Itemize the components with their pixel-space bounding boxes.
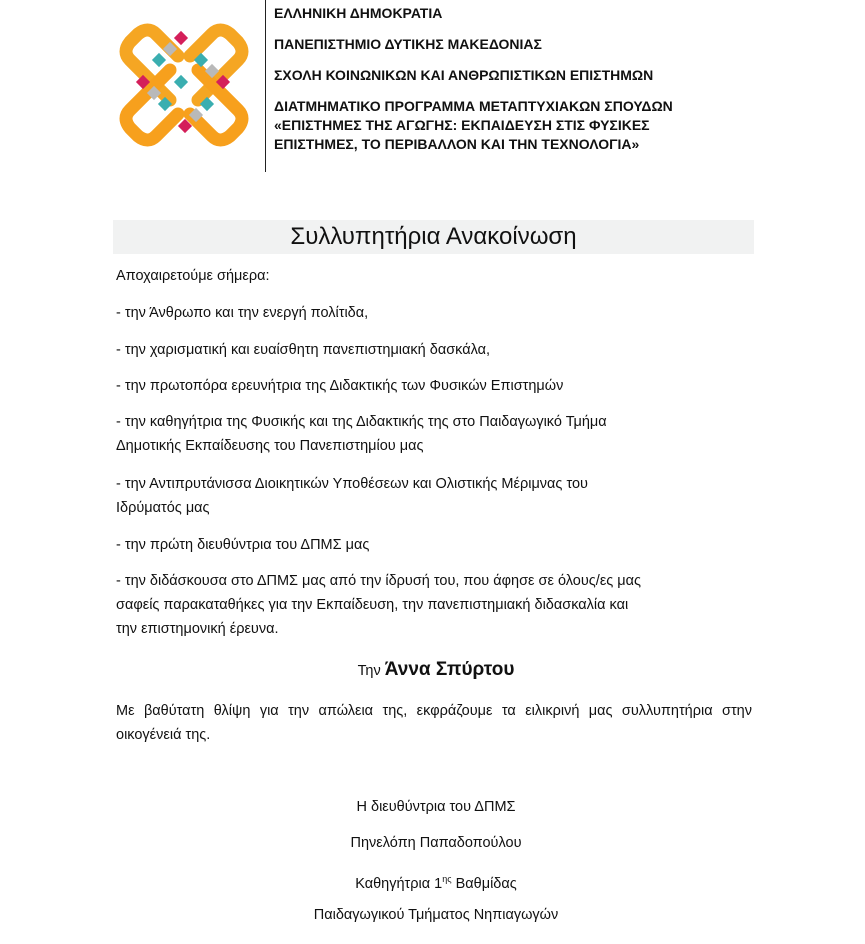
list-item-continued: σαφείς παρακαταθήκες για την Εκπαίδευση, την πανεπιστημιακή διδασκαλία και xyxy=(116,597,629,613)
signature-person: Πηνελόπη Παπαδοπούλου xyxy=(350,835,522,851)
header-line-university: ΠΑΝΕΠΙΣΤΗΜΙΟ ΔΥΤΙΚΗΣ ΜΑΚΕΔΟΝΙΑΣ xyxy=(274,36,542,52)
rank-suffix: Βαθμίδας xyxy=(451,876,517,892)
rank-superscript: ης xyxy=(442,874,452,884)
list-item: - την Άνθρωπο και την ενεργή πολίτιδα, xyxy=(116,305,369,321)
header-line-program-title-1: «ΕΠΙΣΤΗΜΕΣ ΤΗΣ ΑΓΩΓΗΣ: ΕΚΠΑΙΔΕΥΣΗ ΣΤΙΣ ΦΥΣΙΚΕΣ xyxy=(274,117,650,133)
condolence-text: Με βαθύτατη θλίψη για την απώλεια της, εκφράζουμε τα ειλικρινή μας συλλυπητήρια στην οικογένειά της. xyxy=(116,703,752,743)
list-item-continued: Ιδρύματός μας xyxy=(116,500,210,516)
signature-role: Η διευθύντρια του ΔΠΜΣ xyxy=(356,799,516,815)
list-item: - την πρωτοπόρα ερευνήτρια της Διδακτικής των Φυσικών Επιστημών xyxy=(116,378,564,394)
list-item: - την πρώτη διευθύντρια του ΔΠΜΣ μας xyxy=(116,537,370,553)
deceased-name xyxy=(116,656,756,685)
list-item-continued: Δημοτικής Εκπαίδευσης του Πανεπιστημίου μας xyxy=(116,438,424,454)
header-line-program: ΔΙΑΤΜΗΜΑΤΙΚΟ ΠΡΟΓΡΑΜΜΑ ΜΕΤΑΠΤΥΧΙΑΚΩΝ ΣΠΟΥΔΩΝ xyxy=(274,98,673,114)
name-full: Άννα Σπύρτου xyxy=(384,659,515,680)
list-item: - την χαρισματική και ευαίσθητη πανεπιστημιακή δασκάλα, xyxy=(116,342,491,358)
page-title: Συλλυπητήρια Ανακοίνωση xyxy=(113,220,754,254)
institution-header xyxy=(274,4,754,154)
name-prefix: Την xyxy=(357,663,381,679)
header-line-school: ΣΧΟΛΗ ΚΟΙΝΩΝΙΚΩΝ ΚΑΙ ΑΝΘΡΩΠΙΣΤΙΚΩΝ ΕΠΙΣΤΗΜΩΝ xyxy=(274,67,654,83)
header-line-republic: ΕΛΛΗΝΙΚΗ ΔΗΜΟΚΡΑΤΙΑ xyxy=(274,5,443,21)
signature-department: Παιδαγωγικού Τμήματος Νηπιαγωγών xyxy=(313,907,559,923)
intro-text: Αποχαιρετούμε σήμερα: xyxy=(116,268,270,284)
list-item: - την διδάσκουσα στο ΔΠΜΣ μας από την ίδρυσή του, που άφησε σε όλους/ες μας xyxy=(116,573,642,589)
university-logo xyxy=(118,22,250,148)
list-item: - την καθηγήτρια της Φυσικής και της Διδακτικής της στο Παιδαγωγικό Τμήμα xyxy=(116,414,607,430)
list-item: - την Αντιπρυτάνισσα Διοικητικών Υποθέσεων και Ολιστικής Μέριμνας του xyxy=(116,476,588,492)
university-logo-icon xyxy=(118,22,250,148)
header-line-program-title-2: ΕΠΙΣΤΗΜΕΣ, ΤΟ ΠΕΡΙΒΑΛΛΟΝ ΚΑΙ ΤΗΝ ΤΕΧΝΟΛΟΓΙΑ» xyxy=(274,136,640,152)
rank-prefix: Καθηγήτρια 1 xyxy=(355,876,443,892)
list-item-continued: την επιστημονική έρευνα. xyxy=(116,621,279,637)
signature-rank xyxy=(116,869,756,894)
header-divider xyxy=(265,0,266,172)
